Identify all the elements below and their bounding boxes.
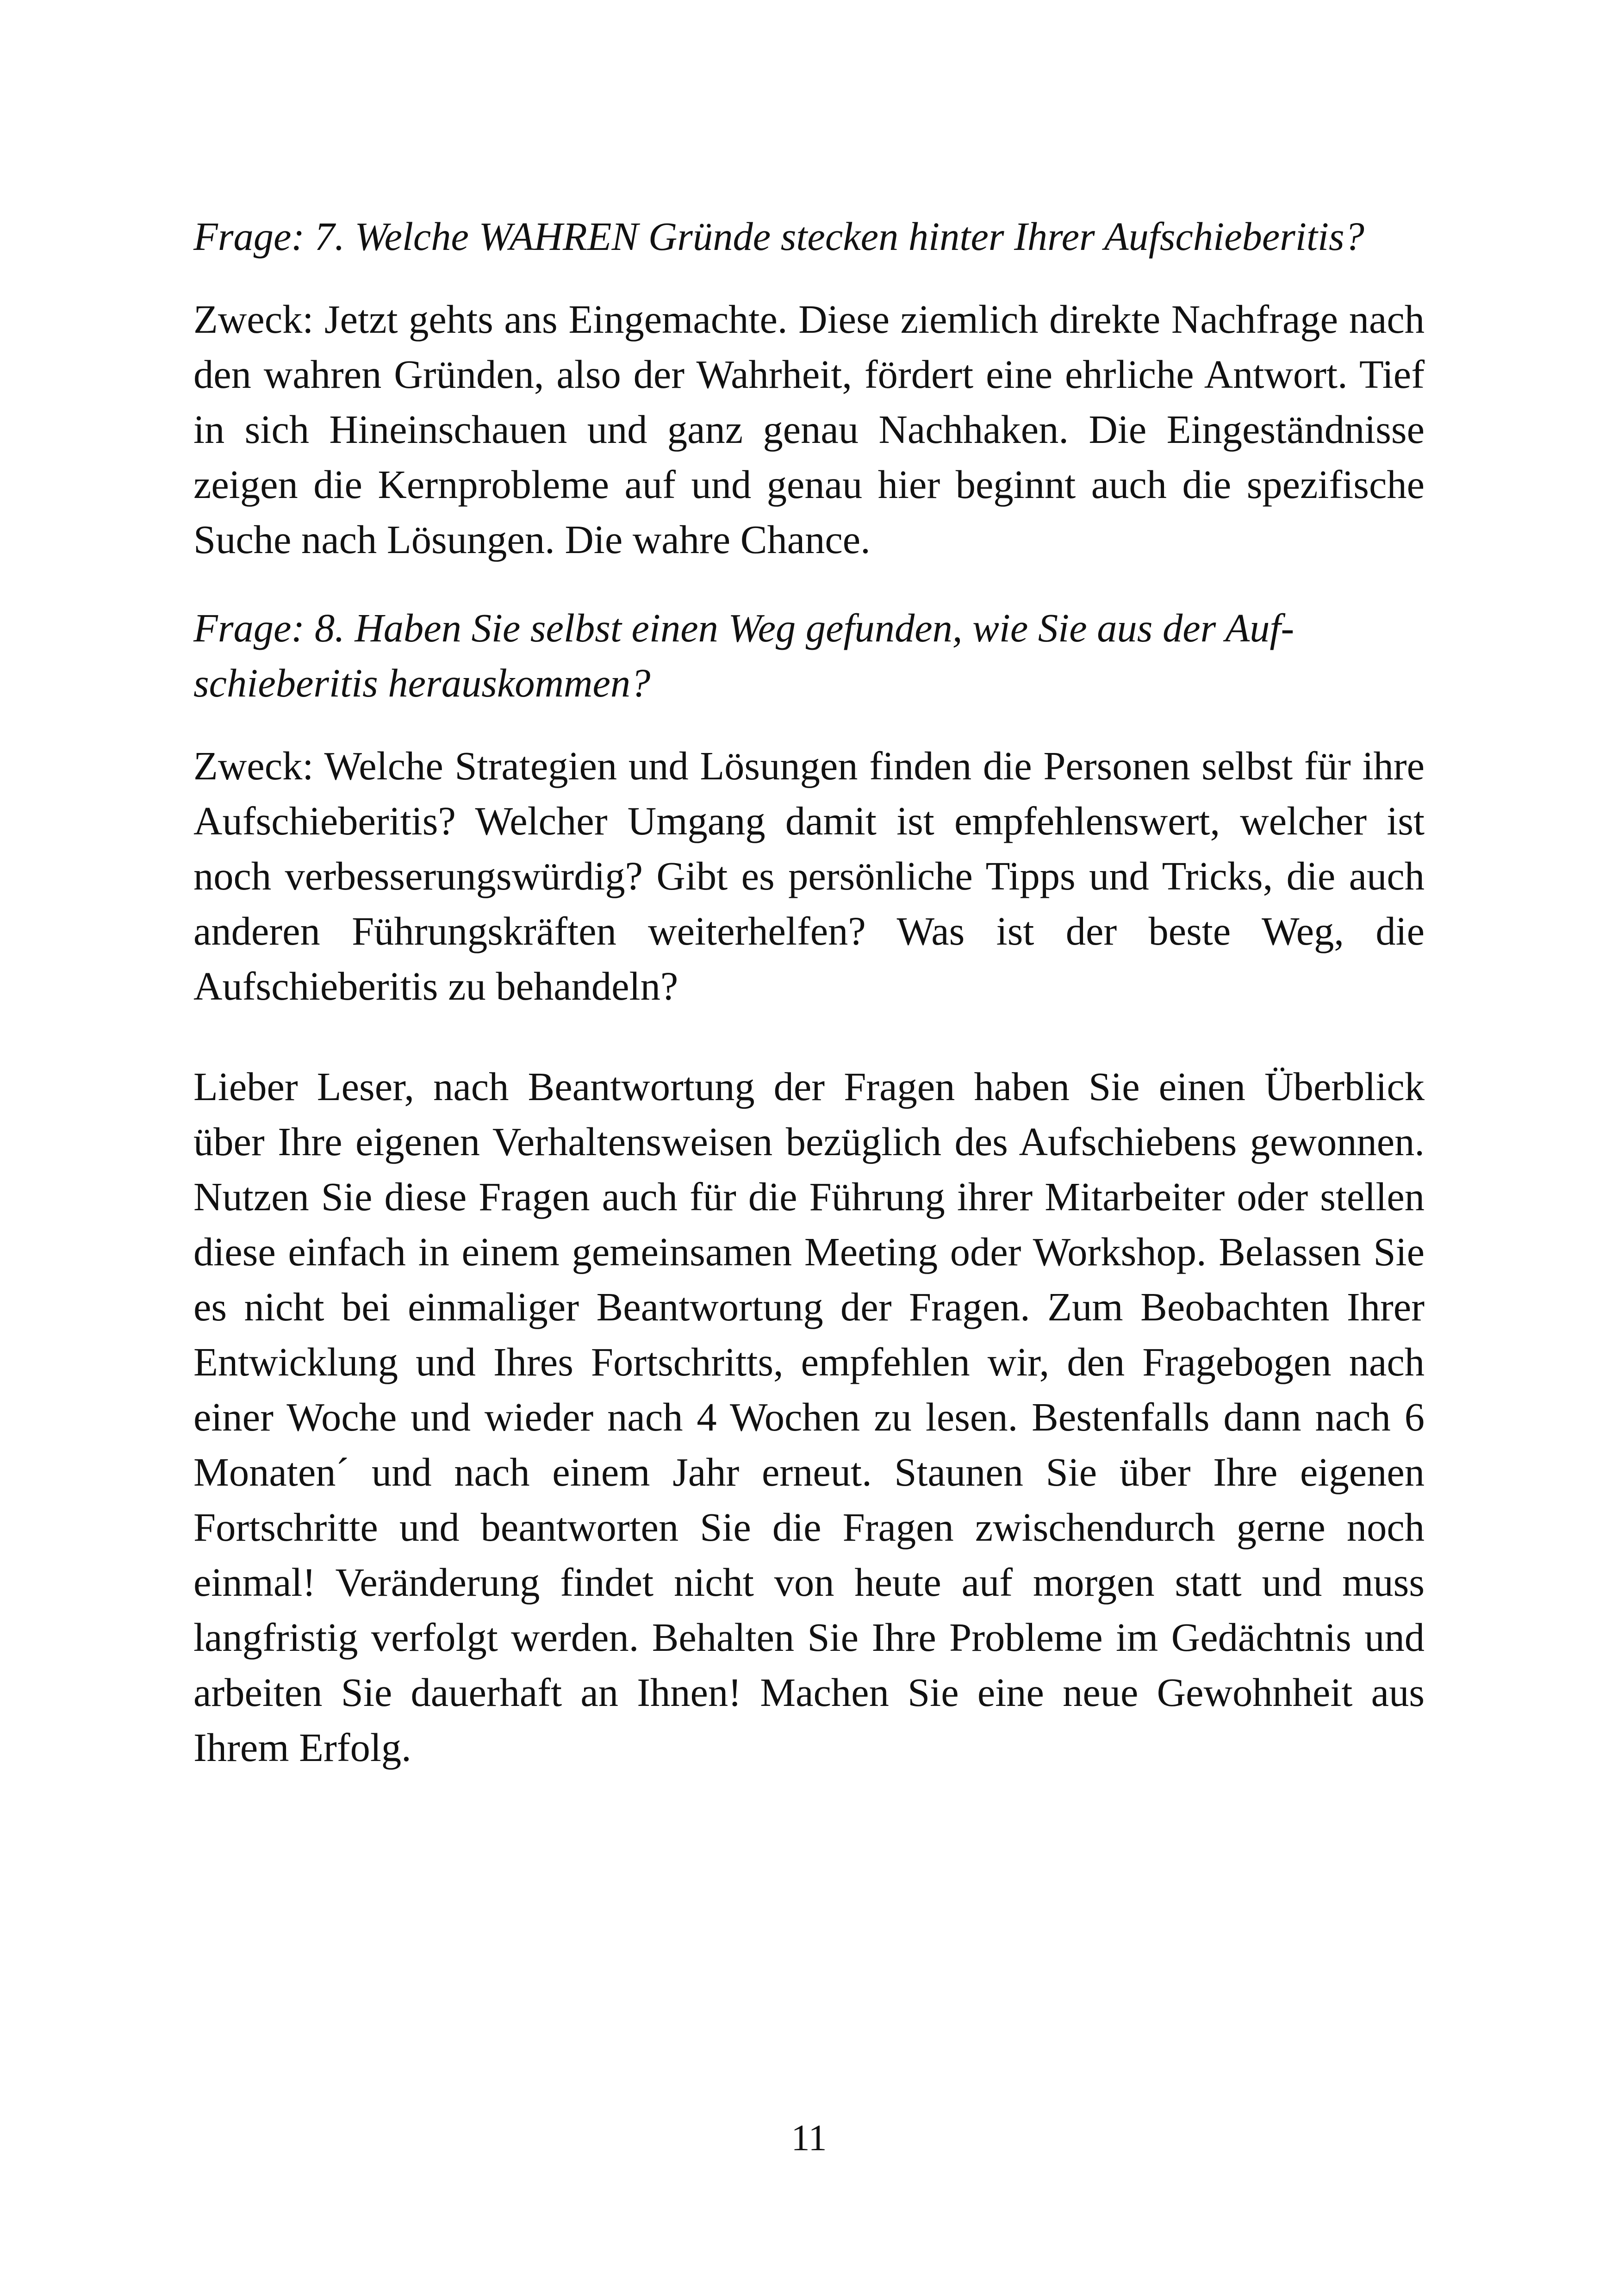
purpose-8-text: Welche Strategien und Lösungen finden die Personen selbst für ihre Aufschieberitis? Welcher Umgang damit ist empfehlenswert, welcher ist noch verbesserungswürdig? Gibt es persönliche Tipps und Tricks, die auch anderen Führungskräften weiterhelfen? Was ist der beste Weg, die Aufschieberitis zu behandeln? [193, 744, 1425, 1008]
question-8-text: 8. Haben Sie selbst einen Weg gefunden, wie Sie aus der Aufschieberitis herauskommen? [193, 606, 1294, 705]
closing-paragraph: Lieber Leser, nach Beantwortung der Fragen haben Sie einen Überblick über Ihre eigenen Verhaltensweisen bezüglich des Aufschiebens gewonnen. Nutzen Sie diese Fragen auch für die Führung ihrer Mitarbeiter oder stellen diese einfach in einem gemeinsamen Meeting oder Workshop. Belassen Sie es nicht bei einmaliger Beantwortung der Fragen. Zum Beobachten Ihrer Entwicklung und Ihres Fortschritts, empfehlen wir, den Fragebogen nach einer Woche und wieder nach 4 Wochen zu lesen. Bestenfalls dann nach 6 Monaten´ und nach einem Jahr erneut. Staunen Sie über Ihre eigenen Fortschritte und beantworten Sie die Fragen zwischendurch gerne noch einmal! Veränderung findet nicht von heute auf morgen statt und muss langfristig verfolgt werden. Behalten Sie Ihre Probleme im Gedächtnis und arbeiten Sie dauerhaft an Ihnen! Machen Sie eine neue Gewohnheit aus Ihrem Erfolg. [193, 1064, 1425, 1770]
purpose-8 [193, 739, 1425, 1014]
purpose-7 [193, 292, 1425, 567]
purpose-8-label: Zweck: [193, 744, 314, 788]
question-8-label: Frage: [193, 606, 305, 650]
purpose-7-text: Jetzt gehts ans Eingemachte. Diese ziemlich direkte Nachfrage nach den wahren Gründen, also der Wahrheit, fördert eine ehrliche Antwort. Tief in sich Hineinschauen und ganz genau Nachhaken. Die Eingeständnisse zeigen die Kernprobleme auf und genau hier beginnt auch die spezifische Suche nach Lösungen. Die wahre Chance. [193, 297, 1425, 562]
question-7-label: Frage: [193, 214, 305, 259]
purpose-7-label: Zweck: [193, 297, 314, 342]
page-number: 11 [791, 2118, 827, 2159]
question-7-text: 7. Welche WAHREN Gründe stecken hinter Ihrer Aufschieberitis? [314, 214, 1364, 259]
question-8 [193, 601, 1425, 711]
page-body [193, 209, 1425, 1775]
question-7 [193, 209, 1425, 264]
